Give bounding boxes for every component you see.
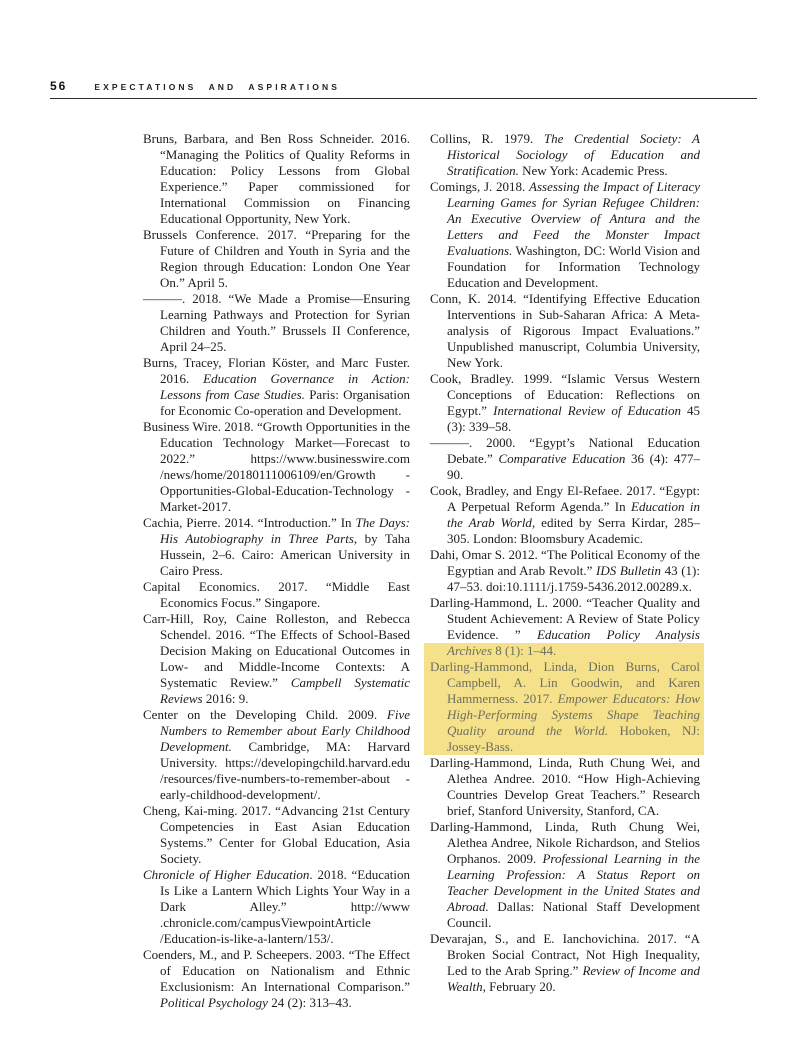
reference-text-block: Coenders, M., and P. Scheepers. 2003. “The Effect of Education on Nationalism and Ethnic Exclusionism: An International Comparison.” Political Psychology 24 (2): 313–43. [143, 947, 410, 1010]
reference-entry [430, 931, 700, 995]
page-number: 56 [50, 79, 68, 93]
reference-text-block: Capital Economics. 2017. “Middle East Economics Focus.” Singapore. [143, 579, 410, 610]
reference-text-block: Conn, K. 2014. “Identifying Effective Education Interventions in Sub-Saharan Africa: A Meta-analysis of Rigorous Impact Evaluations.” Unpublished manuscript, Columbia University, New York. [430, 291, 700, 370]
reference-entry-highlighted [430, 659, 700, 755]
reference-entry [430, 435, 700, 483]
reference-text-block: Comings, J. 2018. Assessing the Impact of Literacy Learning Games for Syrian Refugee Children: An Executive Overview of Antura and the Letters and Feed the Monster Impact Evaluations. Washington, DC: World Vision and Foundation for Information Technology Education and Development. [430, 179, 700, 290]
reference-entry [430, 819, 700, 931]
reference-text-block: Brussels Conference. 2017. “Preparing for the Future of Children and Youth in Syria and the Region through Education: London One Year On.” April 5. [143, 227, 410, 290]
reference-entry [143, 291, 410, 355]
reference-text-block: ———. 2018. “We Made a Promise—Ensuring Learning Pathways and Protection for Syrian Children and Youth.” Brussels II Conference, April 24–25. [143, 291, 410, 354]
reference-text-block: Cook, Bradley. 1999. “Islamic Versus Western Conceptions of Education: Reflections on Egypt.” International Review of Education 45 (3): 339–58. [430, 371, 700, 434]
reference-text-block: Collins, R. 1979. The Credential Society: A Historical Sociology of Education and Stratification. New York: Academic Press. [430, 131, 700, 178]
reference-text-block: Center on the Developing Child. 2009. Five Numbers to Remember about Early Childhood Development. Cambridge, MA: Harvard University. https://developingchild.harvard.edu /resources/five-numbers-to-remember-about -early-childhood-development/. [143, 707, 410, 802]
reference-entry [430, 179, 700, 291]
reference-entry [143, 947, 410, 1011]
reference-entry [143, 611, 410, 707]
reference-text-block: ———. 2000. “Egypt’s National Education Debate.” Comparative Education 36 (4): 477–90. [430, 435, 700, 482]
reference-entry [143, 355, 410, 419]
highlighted-text-block: Archives 8 (1): 1–44. [424, 643, 704, 659]
reference-text-block: Darling-Hammond, Linda, Ruth Chung Wei, Alethea Andree, Nikole Richardson, and Stelios Orphanos. 2009. Professional Learning in the Learning Profession: A Status Report on Teacher Development in the United States and Abroad. Dallas: National Staff Development Council. [430, 819, 701, 930]
reference-text-block: Chronicle of Higher Education. 2018. “Education Is Like a Lantern Which Lights Your Way in a Dark Alley.” http://www .chronicle.com/campusViewpointArticle /Education-is-like-a-lantern/153/. [143, 867, 410, 946]
reference-text-block: Burns, Tracey, Florian Köster, and Marc Fuster. 2016. Education Governance in Action: Lessons from Case Studies. Paris: Organisation for Economic Co-operation and Development. [143, 355, 411, 418]
reference-entry [143, 131, 410, 227]
reference-entry [143, 803, 410, 867]
header-rule [50, 98, 757, 99]
reference-entry [430, 131, 700, 179]
reference-text-block: Bruns, Barbara, and Ben Ross Schneider. 2016. “Managing the Politics of Quality Reforms in Education: Policy Lessons from Global Experience.” Paper commissioned for International Commission on Financing Educational Opportunity, New York. [143, 131, 410, 226]
reference-entry [143, 867, 410, 947]
reference-text-block: Cachia, Pierre. 2014. “Introduction.” In The Days: His Autobiography in Three Parts, by Taha Hussein, 2–6. Cairo: American University in Cairo Press. [143, 515, 411, 578]
running-head-title: EXPECTATIONS AND ASPIRATIONS [94, 82, 340, 92]
reference-entry [430, 291, 700, 371]
reference-entry [430, 547, 700, 595]
reference-text-block: Dahi, Omar S. 2012. “The Political Economy of the Egyptian and Arab Revolt.” IDS Bulletin 43 (1): 47–53. doi:10.1111/j.1759-5436.2012.00289.x. [430, 547, 700, 594]
reference-text-block: Business Wire. 2018. “Growth Opportunities in the Education Technology Market—Forecast to 2022.” https://www.businesswire.com /news/home/20180111006109/en/Growth -Opportunities-Global-Education-Technology -Market-2017. [143, 419, 410, 514]
reference-text-block: Darling-Hammond, L. 2000. “Teacher Quality and Student Achievement: A Review of State Policy Evidence. ” Education Policy Analysis [430, 595, 700, 642]
reference-text-block: Cook, Bradley, and Engy El-Refaee. 2017. “Egypt: A Perpetual Reform Agenda.” In Education in the Arab World, edited by Serra Kirdar, 285–305. London: Bloomsbury Academic. [430, 483, 700, 546]
reference-entry [143, 419, 410, 515]
reference-text-block: Cheng, Kai-ming. 2017. “Advancing 21st Century Competencies in East Asian Education Systems.” Center for Global Education, Asia Society. [143, 803, 410, 866]
reference-entry [430, 755, 700, 819]
reference-entry [430, 483, 700, 547]
reference-entry [143, 227, 410, 291]
highlighted-text-block: Darling-Hammond, Linda, Dion Burns, Carol Campbell, A. Lin Goodwin, and Karen Hammerness. 2017. Empower Educators: How High-Performing Systems Shape Teaching Quality around the World. Hoboken, NJ: Jossey-Bass. [424, 659, 704, 755]
references-column-right [430, 131, 700, 1011]
reference-entry [430, 371, 700, 435]
reference-entry [143, 515, 410, 579]
reference-text-block: Darling-Hammond, Linda, Ruth Chung Wei, and Alethea Andree. 2010. “How High-Achieving Countries Develop Great Teachers.” Research brief, Stanford University, Stanford, CA. [430, 755, 700, 818]
reference-entry [143, 579, 410, 611]
reference-entry [143, 707, 410, 803]
reference-entry [430, 595, 700, 659]
reference-text-block: Carr-Hill, Roy, Caine Rolleston, and Rebecca Schendel. 2016. “The Effects of School-Based Decision Making on Educational Outcomes in Low- and Middle-Income Contexts: A Systematic Review.” Campbell Systematic Reviews 2016: 9. [143, 611, 410, 706]
references-columns [143, 131, 700, 1011]
reference-text-block: Devarajan, S., and E. Ianchovichina. 2017. “A Broken Social Contract, Not High Inequality, Led to the Arab Spring.” Review of Income and Wealth, February 20. [430, 931, 700, 994]
references-column-left [143, 131, 410, 1011]
running-header [50, 79, 757, 93]
